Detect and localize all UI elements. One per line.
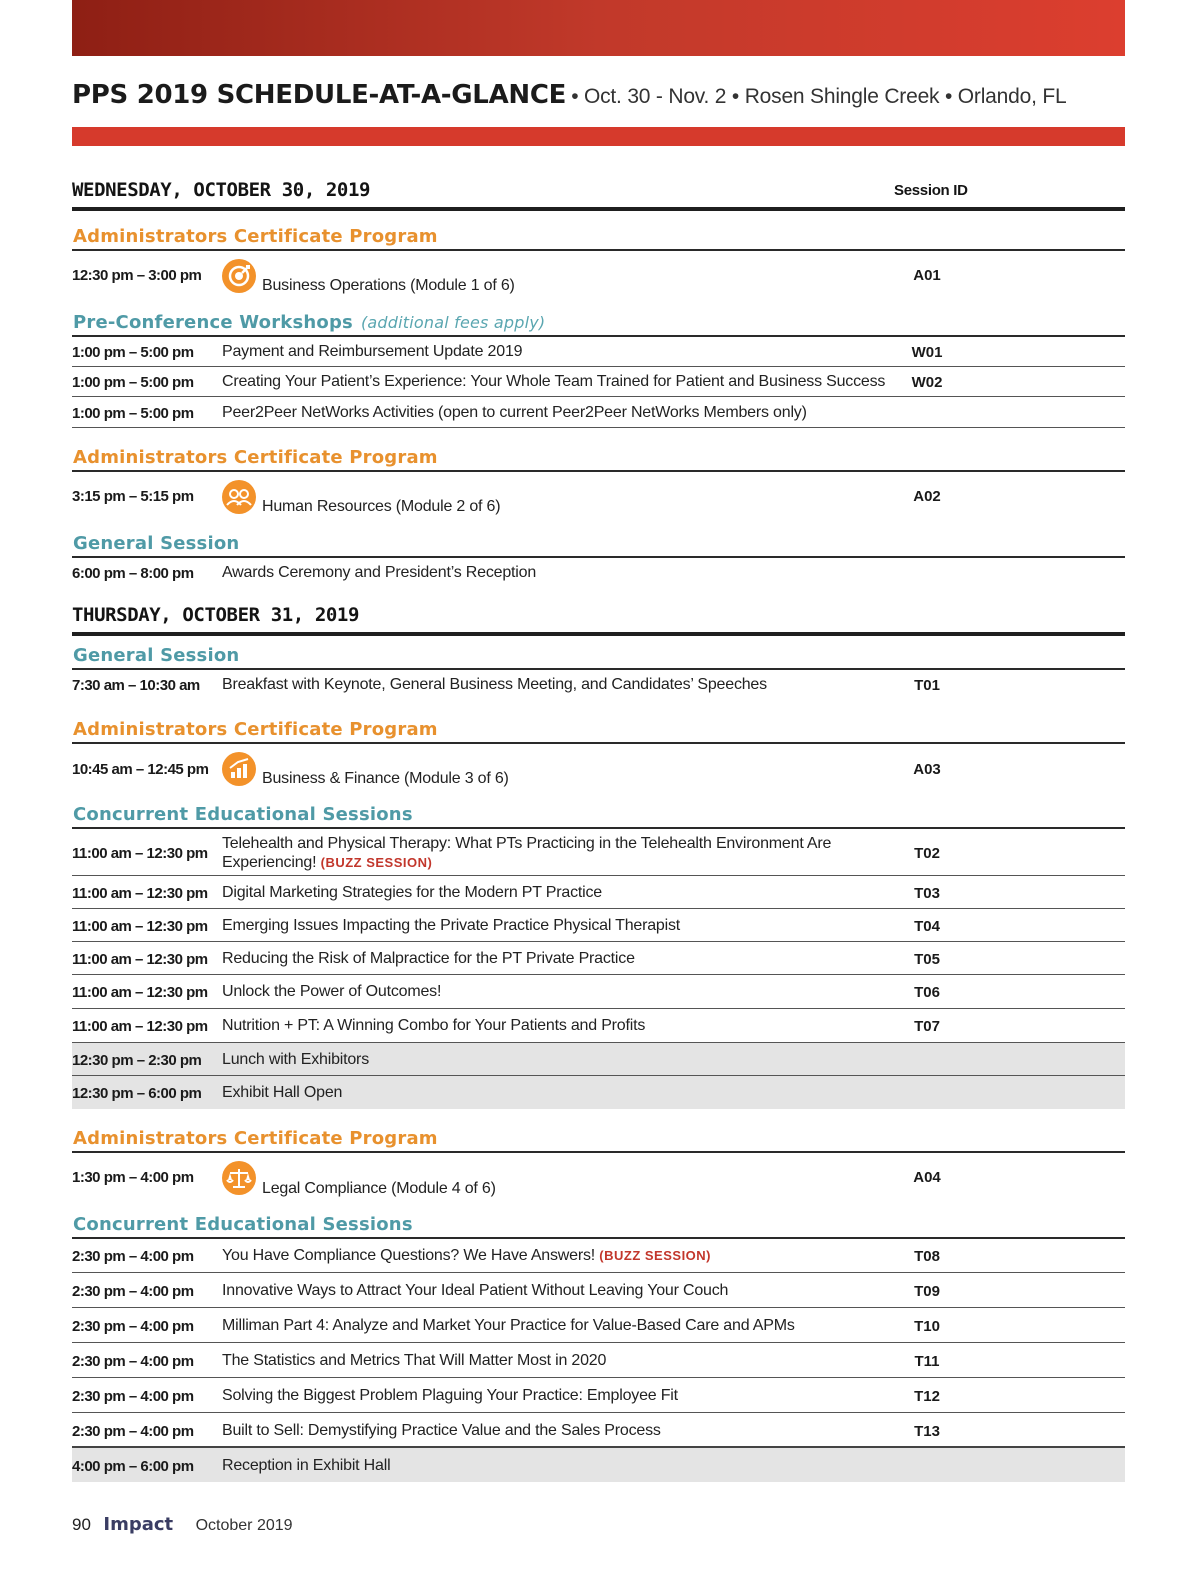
schedule-row-t02 (72, 829, 1125, 876)
buzz-session-badge: (BUZZ SESSION) (320, 855, 433, 870)
schedule-row-t11 (72, 1343, 1125, 1378)
magazine-name: Impact (103, 1514, 174, 1535)
session-id: W01 (911, 344, 943, 361)
session-id: A04 (913, 1169, 941, 1186)
page-footer (72, 1514, 293, 1535)
bar-chart-icon (222, 752, 256, 786)
scales-icon (222, 1161, 256, 1195)
session-title: Breakfast with Keynote, General Business Meeting, and Candidates’ Speeches (222, 676, 767, 693)
session-title: Nutrition + PT: A Winning Combo for Your Patients and Profits (222, 1017, 646, 1034)
section-header-concurrent (72, 1206, 1125, 1239)
page-title-subtitle: • Oct. 30 - Nov. 2 • Rosen Shingle Creek • Orlando, FL (571, 85, 1067, 108)
session-time: 2:30 pm – 4:00 pm (72, 1283, 194, 1300)
schedule-row-lunch (72, 1043, 1125, 1076)
session-id: A02 (913, 488, 941, 505)
session-title: Digital Marketing Strategies for the Modern PT Practice (222, 884, 602, 901)
session-title: Reception in Exhibit Hall (222, 1457, 391, 1474)
page-title (72, 80, 1132, 110)
session-time: 12:30 pm – 3:00 pm (72, 267, 202, 284)
session-id: T13 (914, 1423, 940, 1440)
section-title: Administrators Certificate Program (73, 447, 438, 468)
session-title: Creating Your Patient’s Experience: Your Whole Team Trained for Patient and Business Success (222, 373, 886, 390)
schedule-row-t07 (72, 1009, 1125, 1043)
session-title: Milliman Part 4: Analyze and Market Your Practice for Value-Based Care and APMs (222, 1317, 795, 1334)
session-title: Innovative Ways to Attract Your Ideal Patient Without Leaving Your Couch (222, 1282, 729, 1299)
section-header-concurrent (72, 796, 1125, 829)
day-header-wednesday (72, 166, 1125, 211)
schedule-row-a03 (72, 745, 1125, 797)
session-id-header: Session ID (894, 182, 968, 199)
session-time: 10:45 am – 12:45 pm (72, 761, 209, 778)
session-id: T04 (914, 918, 940, 935)
session-time: 2:30 pm – 4:00 pm (72, 1248, 194, 1265)
section-title: Concurrent Educational Sessions (73, 804, 413, 825)
schedule-row-w02 (72, 367, 1125, 397)
section-title: Administrators Certificate Program (73, 719, 438, 740)
session-id: T08 (914, 1248, 940, 1265)
session-title (222, 1246, 882, 1265)
schedule-row-a01 (72, 252, 1125, 304)
section-title-text: Pre-Conference Workshops (73, 312, 353, 333)
session-title: Built to Sell: Demystifying Practice Value and the Sales Process (222, 1422, 661, 1439)
session-id: T09 (914, 1283, 940, 1300)
session-id: W02 (911, 374, 943, 391)
section-title: Administrators Certificate Program (73, 1128, 438, 1149)
session-time: 11:00 am – 12:30 pm (72, 885, 208, 902)
session-title: The Statistics and Metrics That Will Matter Most in 2020 (222, 1352, 607, 1369)
session-title: Peer2Peer NetWorks Activities (open to current Peer2Peer NetWorks Members only) (222, 404, 807, 421)
session-title-text: You Have Compliance Questions? We Have Answers! (222, 1247, 596, 1264)
session-time: 1:30 pm – 4:00 pm (72, 1169, 194, 1186)
buzz-session-badge: (BUZZ SESSION) (599, 1248, 712, 1263)
session-time: 2:30 pm – 4:00 pm (72, 1353, 194, 1370)
schedule-row-reception (72, 1448, 1125, 1482)
schedule-row-a02 (72, 473, 1125, 525)
session-title: Emerging Issues Impacting the Private Practice Physical Therapist (222, 917, 681, 934)
page-title-main: PPS 2019 SCHEDULE-AT-A-GLANCE (72, 80, 567, 110)
schedule-row-t05 (72, 942, 1125, 975)
session-time: 1:00 pm – 5:00 pm (72, 405, 194, 422)
section-title: Concurrent Educational Sessions (73, 1214, 413, 1235)
schedule-row-t12 (72, 1378, 1125, 1413)
session-title: Payment and Reimbursement Update 2019 (222, 343, 523, 360)
schedule-row-t01 (72, 670, 1125, 700)
session-time: 11:00 am – 12:30 pm (72, 984, 208, 1001)
session-id: T06 (914, 984, 940, 1001)
session-title: Lunch with Exhibitors (222, 1051, 369, 1068)
session-id: A03 (913, 761, 941, 778)
session-title: Business & Finance (Module 3 of 6) (262, 770, 509, 787)
schedule-row-exhibit-hall (72, 1076, 1125, 1109)
gear-target-icon (222, 259, 256, 293)
people-icon (222, 480, 256, 514)
session-time: 11:00 am – 12:30 pm (72, 1018, 208, 1035)
section-header-acp (72, 438, 1125, 472)
session-id: T02 (914, 845, 940, 862)
session-title: Human Resources (Module 2 of 6) (262, 498, 501, 515)
session-time: 2:30 pm – 4:00 pm (72, 1423, 194, 1440)
section-title: General Session (73, 645, 240, 666)
schedule-row-t09 (72, 1273, 1125, 1308)
section-header-pre-conference (72, 300, 1125, 337)
schedule-row-t13 (72, 1413, 1125, 1448)
section-title (73, 312, 545, 333)
schedule-row-t03 (72, 876, 1125, 909)
session-time: 12:30 pm – 2:30 pm (72, 1052, 202, 1069)
session-id: T12 (914, 1388, 940, 1405)
session-title: Unlock the Power of Outcomes! (222, 983, 442, 1000)
session-id: T10 (914, 1318, 940, 1335)
schedule-row-t06 (72, 975, 1125, 1009)
page-number: 90 (72, 1515, 91, 1534)
schedule-row-a04 (72, 1154, 1125, 1206)
session-time: 7:30 am – 10:30 am (72, 677, 200, 694)
session-id: A01 (913, 267, 941, 284)
section-title: Administrators Certificate Program (73, 226, 438, 247)
section-header-acp (72, 218, 1125, 251)
schedule-row-awards (72, 558, 1125, 588)
schedule-row-w01 (72, 337, 1125, 367)
session-time: 1:00 pm – 5:00 pm (72, 344, 194, 361)
section-header-general (72, 524, 1125, 558)
session-title: Exhibit Hall Open (222, 1084, 343, 1101)
day-title: WEDNESDAY, OCTOBER 30, 2019 (72, 179, 371, 201)
day-header-thursday (72, 596, 1125, 636)
session-title: Awards Ceremony and President’s Reception (222, 564, 537, 581)
session-time: 3:15 pm – 5:15 pm (72, 488, 194, 505)
schedule-row-peer2peer (72, 397, 1125, 428)
section-header-general (72, 638, 1125, 670)
issue-date: October 2019 (195, 1517, 293, 1534)
session-time: 4:00 pm – 6:00 pm (72, 1458, 194, 1475)
section-note: (additional fees apply) (360, 313, 546, 332)
session-time: 2:30 pm – 4:00 pm (72, 1388, 194, 1405)
session-time: 6:00 pm – 8:00 pm (72, 565, 194, 582)
section-title: General Session (73, 533, 240, 554)
session-time: 11:00 am – 12:30 pm (72, 845, 208, 862)
session-title: Reducing the Risk of Malpractice for the PT Private Practice (222, 950, 635, 967)
session-id: T07 (914, 1018, 940, 1035)
schedule-row-t10 (72, 1308, 1125, 1343)
session-time: 1:00 pm – 5:00 pm (72, 374, 194, 391)
schedule-row-t08 (72, 1239, 1125, 1273)
session-time: 11:00 am – 12:30 pm (72, 951, 208, 968)
session-id: T05 (914, 951, 940, 968)
title-underline-bar (72, 127, 1125, 146)
session-id: T03 (914, 885, 940, 902)
session-time: 11:00 am – 12:30 pm (72, 918, 208, 935)
session-time: 12:30 pm – 6:00 pm (72, 1085, 202, 1102)
session-title: Solving the Biggest Problem Plaguing Your Practice: Employee Fit (222, 1387, 678, 1404)
session-title: Business Operations (Module 1 of 6) (262, 277, 515, 294)
session-title: Legal Compliance (Module 4 of 6) (262, 1180, 496, 1197)
schedule-row-t04 (72, 909, 1125, 942)
session-title-text: Telehealth and Physical Therapy: What PTs Practicing in the Telehealth Environment Are Experiencing! (222, 835, 832, 871)
session-id: T01 (914, 677, 940, 694)
day-title: THURSDAY, OCTOBER 31, 2019 (72, 604, 360, 626)
session-id: T11 (914, 1353, 940, 1370)
top-banner (72, 0, 1125, 56)
session-time: 2:30 pm – 4:00 pm (72, 1318, 194, 1335)
section-header-acp (72, 711, 1125, 744)
session-title (222, 834, 832, 872)
section-header-acp (72, 1120, 1125, 1153)
